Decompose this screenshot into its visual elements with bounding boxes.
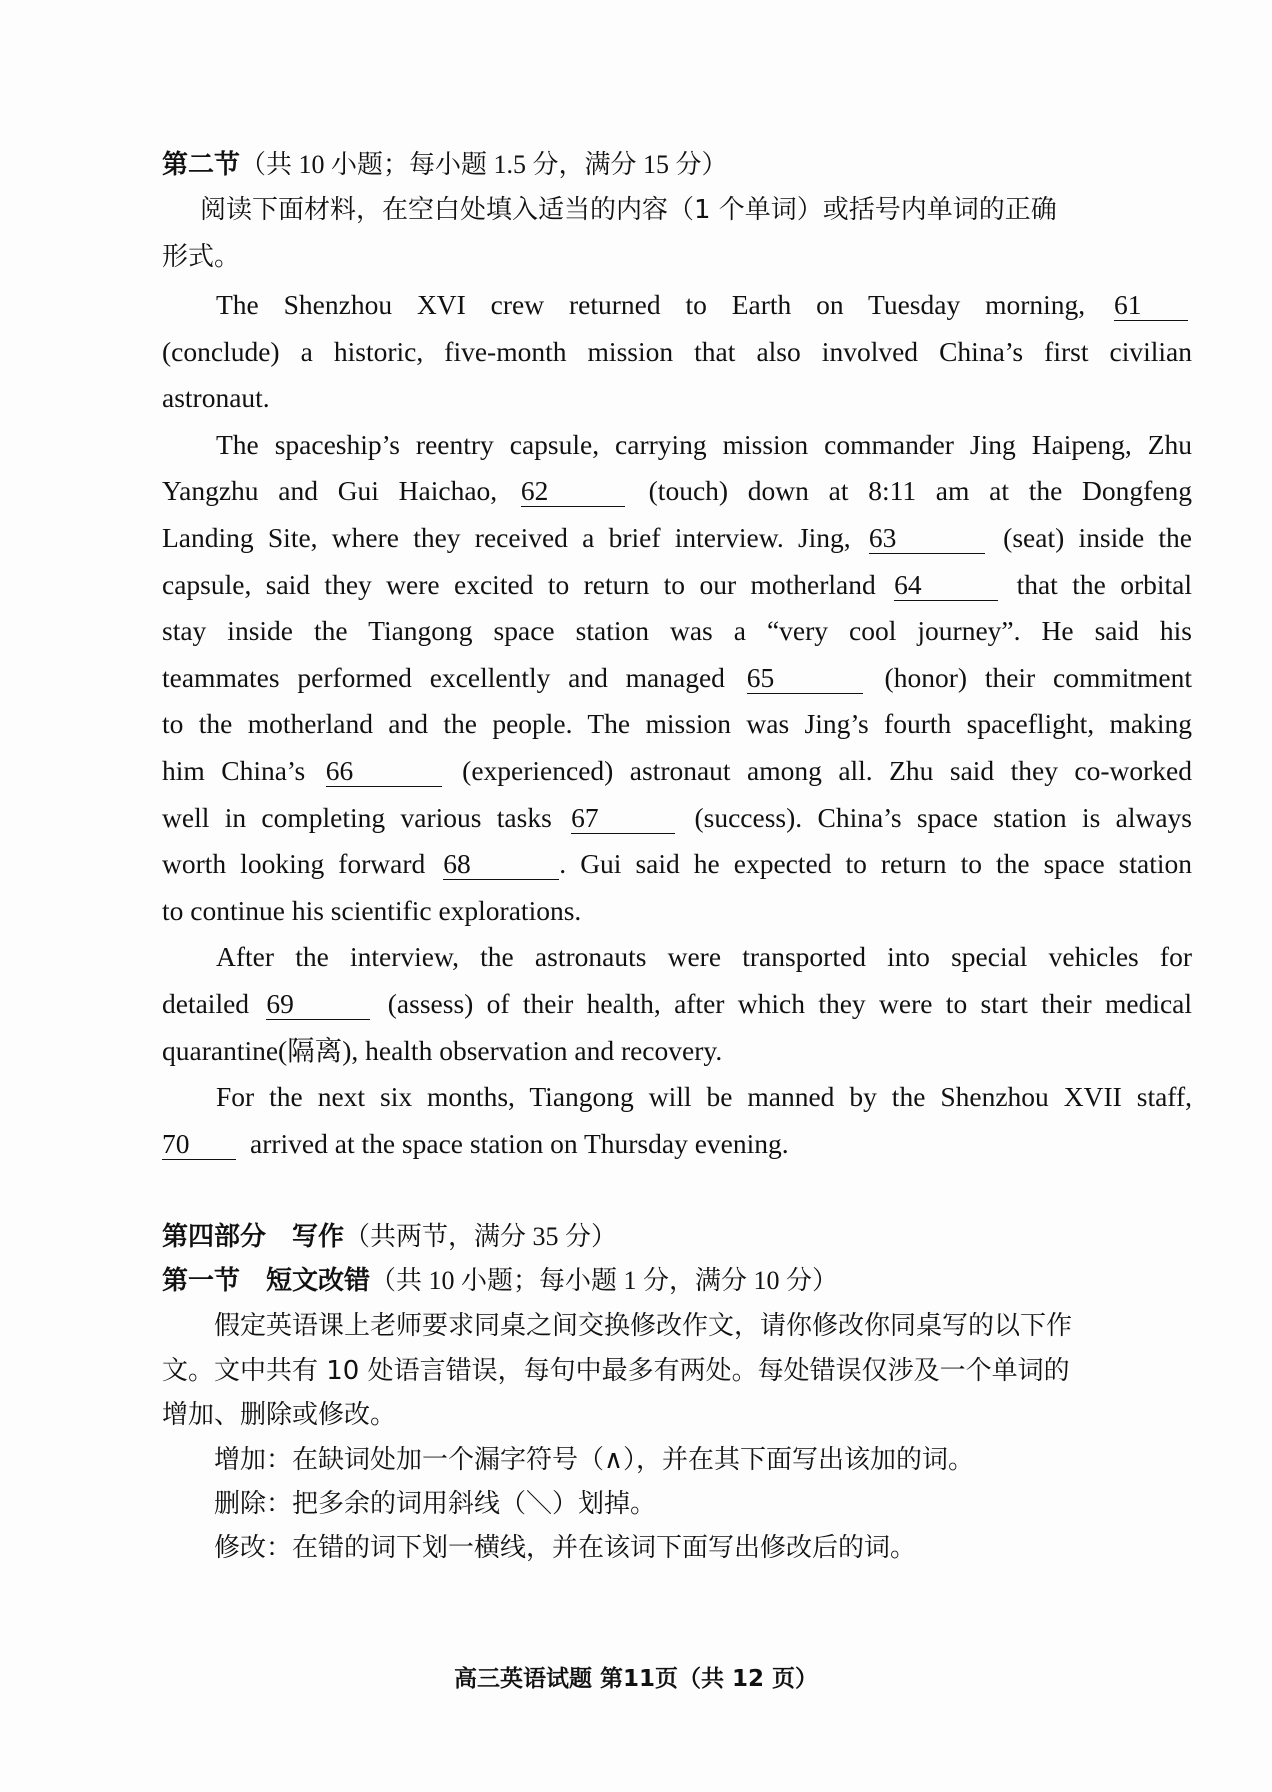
section-2-heading (162, 142, 1192, 188)
passage-text: arrived at the space station on Thursday evening. (250, 1127, 789, 1159)
section-1-scoring: （共 10 小题；每小题 1 分，满分 10 分） (370, 1266, 839, 1295)
passage-text: (touch) down at 8:11 am at the Dongfeng (648, 475, 1193, 507)
section-2-instruction-line1: 阅读下面材料，在空白处填入适当的内容（1 个单词）或括号内单词的正确 (200, 195, 1057, 225)
passage-line (162, 748, 1192, 794)
passage-text: well in completing various tasks (162, 801, 552, 833)
passage-line: The spaceship’s reentry capsule, carrying mission commander Jing Haipeng, Zhu (216, 428, 1192, 460)
passage-line: to the motherland and the people. The mission was Jing’s fourth spaceflight, making (162, 708, 1192, 740)
passage-text: (experienced) astronaut among all. Zhu said they co-worked (462, 755, 1193, 786)
passage-line: (conclude) a historic, five-month mission that also involved China’s first civilian (162, 335, 1192, 367)
blank-70[interactable]: 70 (162, 1129, 236, 1160)
passage-text: The Shenzhou XVI crew returned to Earth on Tuesday morning, (216, 289, 1086, 320)
blank-66[interactable]: 66 (326, 756, 442, 787)
passage-text: worth looking forward (162, 848, 426, 880)
rule-add: 增加：在缺词处加一个漏字符号（∧），并在其下面写出该加的词。 (214, 1445, 975, 1475)
passage-line (162, 468, 1192, 514)
passage-text: detailed (162, 988, 250, 1019)
passage-text: (assess) of their health, after which they were to start their medical (387, 988, 1193, 1019)
blank-61[interactable]: 61 (1114, 290, 1188, 321)
part-4-intro-line3: 增加、删除或修改。 (162, 1400, 397, 1430)
passage-line (162, 655, 1192, 701)
passage-text: Landing Site, where they received a brief interview. Jing, (162, 522, 851, 553)
part-4-intro-line1: 假定英语课上老师要求同桌之间交换修改作文，请你修改你同桌写的以下作 (214, 1311, 1073, 1341)
blank-68[interactable]: 68 (443, 849, 559, 880)
passage-text: him China’s (162, 755, 306, 786)
passage-text: that the orbital (1016, 568, 1192, 600)
passage-line (162, 282, 1192, 328)
part-4-intro-line2: 文。文中共有 10 处语言错误，每句中最多有两处。每处错误仅涉及一个单词的 (162, 1356, 1070, 1386)
blank-65[interactable]: 65 (747, 663, 863, 694)
passage-line (162, 515, 1192, 561)
part-4-scoring: （共两节，满分 35 分） (344, 1222, 618, 1251)
page-footer: 高三英语试题 第11页（共 12 页） (453, 1666, 819, 1692)
blank-69[interactable]: 69 (266, 989, 370, 1020)
passage-text: (honor) their commitment (884, 661, 1193, 693)
section-2-heading-scoring: （共 10 小题；每小题 1.5 分，满分 15 分） (240, 150, 728, 179)
passage-text: teammates performed excellently and managed (162, 661, 725, 693)
passage-line (162, 841, 1192, 887)
passage-line: For the next six months, Tiangong will be manned by the Shenzhou XVII staff, (216, 1081, 1192, 1113)
blank-62[interactable]: 62 (521, 476, 625, 507)
passage-line (162, 1121, 1192, 1167)
passage-text: capsule, said they were excited to return to our motherland (162, 568, 876, 600)
passage-line: to continue his scientific explorations. (162, 894, 582, 926)
part-4-heading (162, 1214, 1192, 1260)
passage-text: (success). China’s space station is always (694, 801, 1192, 833)
rule-modify: 修改：在错的词下划一横线，并在该词下面写出修改后的词。 (214, 1533, 917, 1563)
passage-line (162, 795, 1192, 841)
section-1-label: 第一节 (162, 1266, 241, 1296)
blank-64[interactable]: 64 (894, 570, 998, 601)
passage-text: (seat) inside the (1003, 522, 1193, 553)
passage-text: Yangzhu and Gui Haichao, (162, 475, 498, 507)
part-4-section-1-heading (162, 1258, 1192, 1304)
passage-line: quarantine(隔离), health observation and recovery. (162, 1034, 723, 1066)
part-4-title: 写作 (292, 1222, 345, 1252)
passage-line: stay inside the Tiangong space station was a “very cool journey”. He said his (162, 615, 1192, 647)
section-2-heading-label: 第二节 (162, 150, 241, 180)
passage-text: . Gui said he expected to return to the space station (559, 848, 1193, 880)
part-4-label: 第四部分 (162, 1222, 267, 1252)
passage-line (162, 981, 1192, 1027)
section-1-title: 短文改错 (266, 1266, 371, 1296)
passage-line (162, 562, 1192, 608)
rule-delete: 删除：把多余的词用斜线（＼）划掉。 (214, 1489, 657, 1519)
passage-line: After the interview, the astronauts were transported into special vehicles for (216, 941, 1192, 973)
section-2-instruction-line2: 形式。 (162, 242, 241, 272)
passage-line: astronaut. (162, 382, 270, 414)
blank-63[interactable]: 63 (869, 523, 985, 554)
blank-67[interactable]: 67 (571, 803, 675, 834)
